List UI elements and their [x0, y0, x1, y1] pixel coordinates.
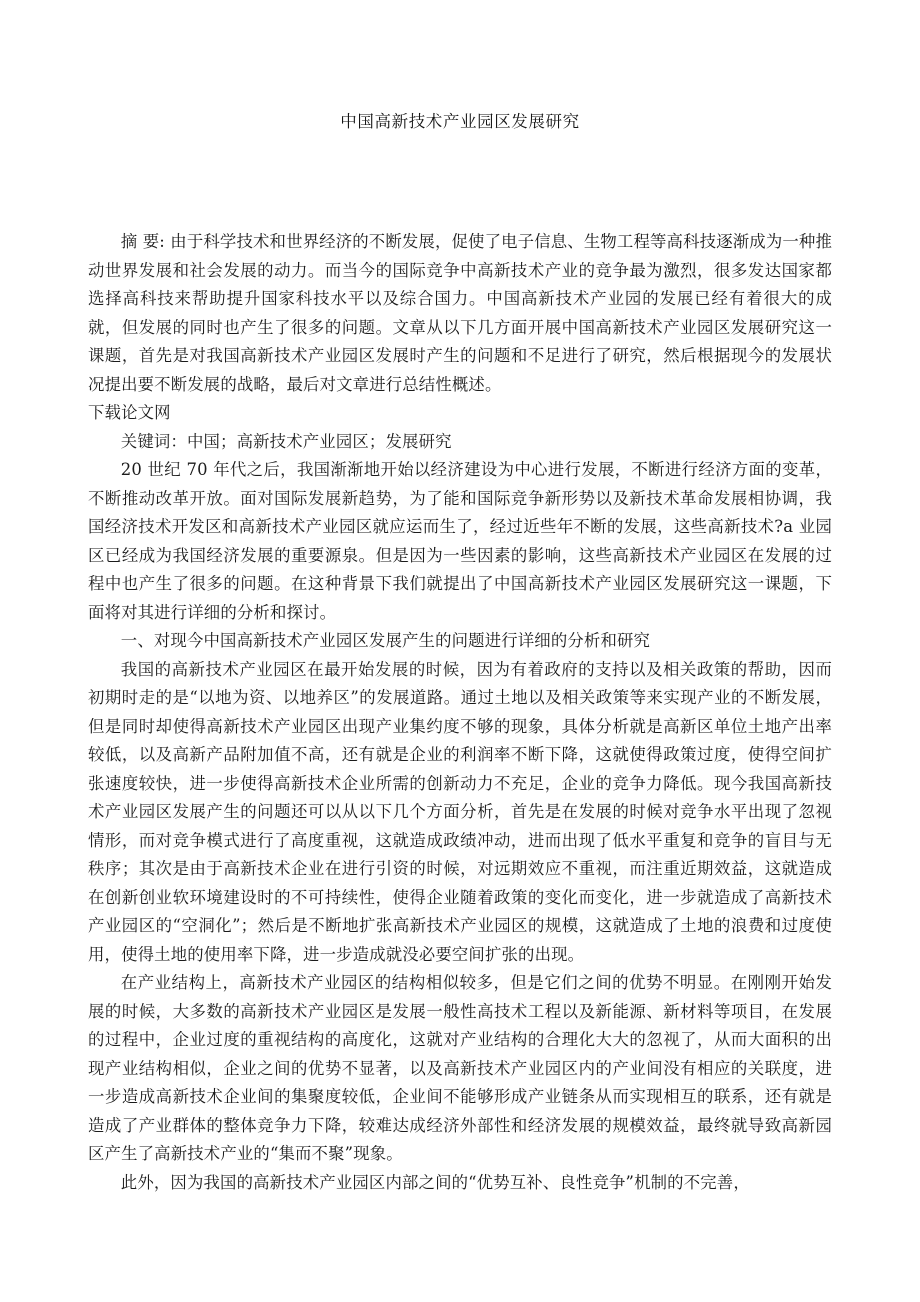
body-paragraph-4: 此外，因为我国的高新技术产业园区内部之间的“优势互补、良性竞争”机制的不完善，	[120, 1172, 750, 1192]
keywords-line: 关键词：中国；高新技术产业园区；发展研究	[120, 431, 452, 451]
document-body	[88, 228, 832, 1197]
abstract-paragraph: 摘 要: 由于科学技术和世界经济的不断发展，促使了电子信息、生物工程等高科技逐渐成为一种推动世界发展和社会发展的动力。而当今的国际竞争中高新技术产业的竞争最为激烈，很多发达国家都选择高科技来帮助提升国家科技水平以及综合国力。中国高新技术产业园的发展已经有着很大的成就，但发展的同时也产生了很多的问题。文章从以下几方面开展中国高新技术产业园区发展研究这一课题，首先是对我国高新技术产业园区发展时产生的问题和不足进行了研究，然后根据现今的发展状况提出要不断发展的战略，最后对文章进行总结性概述。	[88, 232, 832, 394]
page-title: 中国高新技术产业园区发展研究	[340, 112, 580, 131]
section-heading-1: 一、对现今中国高新技术产业园区发展产生的问题进行详细的分析和研究	[120, 631, 651, 650]
download-site-line: 下载论文网	[88, 403, 171, 422]
body-paragraph-3: 在产业结构上，高新技术产业园区的结构相似较多，但是它们之间的优势不明显。在刚刚开始发展的时候，大多数的高新技术产业园区是发展一般性高技术工程以及新能源、新材料等项目，在发展的过程中，企业过度的重视结构的高度化，这就对产业结构的合理化大大的忽视了，从而大面积的出现产业结构相似，企业之间的优势不显著，以及高新技术产业园区内的产业间没有相应的关联度，进一步造成高新技术企业间的集聚度较低，企业间不能够形成产业链条从而实现相互的联系，还有就是造成了产业群体的整体竞争力下降，较难达成经济外部性和经济发展的规模效益，最终就导致高新园区产生了高新技术产业的“集而不聚”现象。	[88, 973, 832, 1163]
body-paragraph-1: 20 世纪 70 年代之后，我国渐渐地开始以经济建设为中心进行发展，不断进行经济方面的变革，不断推动改革开放。面对国际发展新趋势，为了能和国际竞争新形势以及新技术革命发展相协调，我国经济技术开发区和高新技术产业园区就应运而生了，经过近些年不断的发展，这些高新技术?a 业园区已经成为我国经济发展的重要源泉。但是因为一些因素的影响，这些高新技术产业园区在发展的过程中也产生了很多的问题。在这种背景下我们就提出了中国高新技术产业园区发展研究这一课题，下面将对其进行详细的分析和探讨。	[88, 460, 832, 622]
body-paragraph-2: 我国的高新技术产业园区在最开始发展的时候，因为有着政府的支持以及相关政策的帮助，因而初期时走的是“以地为资、以地养区”的发展道路。通过土地以及相关政策等来实现产业的不断发展，但是同时却使得高新技术产业园区出现产业集约度不够的现象，具体分析就是高新区单位土地产出率较低，以及高新产品附加值不高，还有就是企业的利润率不断下降，这就使得政策过度，使得空间扩张速度较快，进一步使得高新技术企业所需的创新动力不充足，企业的竞争力降低。现今我国高新技术产业园区发展产生的问题还可以从以下几个方面分析，首先是在发展的时候对竞争水平出现了忽视情形，而对竞争模式进行了高度重视，这就造成政绩冲动，进而出现了低水平重复和竞争的盲目与无秩序；其次是由于高新技术企业在进行引资的时候，对远期效应不重视，而注重近期效益，这就造成在创新创业软环境建设时的不可持续性，使得企业随着政策的变化而变化，进一步就造成了高新技术产业园区的“空洞化”；然后是不断地扩张高新技术产业园区的规模，这就造成了土地的浪费和过度使用，使得土地的使用率下降，进一步造成就没必要空间扩张的出现。	[88, 659, 832, 964]
